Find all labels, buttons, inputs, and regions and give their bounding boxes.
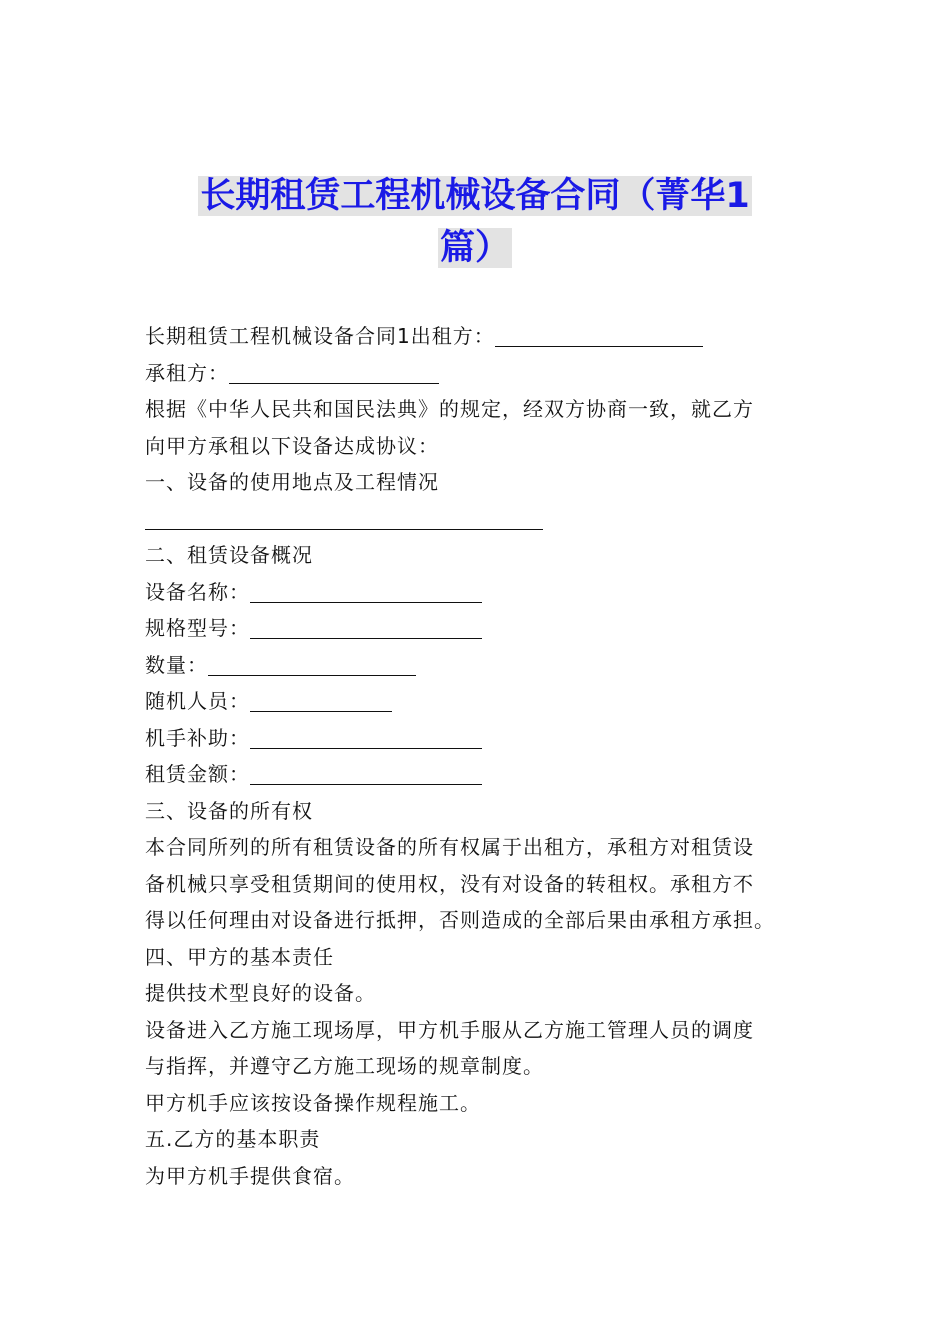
model-line: 规格型号： <box>145 610 815 647</box>
model-blank[interactable] <box>250 618 482 639</box>
paragraph-line: 得以任何理由对设备进行抵押，否则造成的全部后果由承租方承担。 <box>145 908 775 932</box>
operator-allowance-blank[interactable] <box>250 728 482 749</box>
personnel-blank[interactable] <box>250 691 392 712</box>
rental-amount-line: 租赁金额： <box>145 756 815 793</box>
lessor-blank[interactable] <box>495 326 703 347</box>
lessor-line: 长期租赁工程机械设备合同1出租方： <box>145 318 815 355</box>
operator-allowance-line: 机手补助： <box>145 720 815 757</box>
equipment-name-blank[interactable] <box>250 582 482 603</box>
lessee-blank[interactable] <box>229 363 439 384</box>
personnel-line: 随机人员： <box>145 683 815 720</box>
section-heading: 二、租赁设备概况 <box>145 543 313 567</box>
title-line-1: 长期租赁工程机械设备合同（菁华1 <box>200 176 750 216</box>
paragraph-line: 为甲方机手提供食宿。 <box>145 1163 355 1188</box>
paragraph-line: 根据《中华人民共和国民法典》的规定，经双方协商一致，就乙方 <box>145 397 754 421</box>
document-title <box>120 170 830 274</box>
paragraph-line: 提供技术型良好的设备。 <box>145 981 376 1005</box>
paragraph-line: 与指挥，并遵守乙方施工现场的规章制度。 <box>145 1054 544 1078</box>
title-line-2: 篇） <box>439 228 510 268</box>
equipment-name-line: 设备名称： <box>145 574 815 611</box>
paragraph-line: 本合同所列的所有租赁设备的所有权属于出租方，承租方对租赁设 <box>145 835 754 859</box>
site-info-blank[interactable] <box>145 509 543 530</box>
section-heading: 三、设备的所有权 <box>145 798 313 823</box>
rental-amount-blank[interactable] <box>250 764 482 785</box>
section-heading: 四、甲方的基本责任 <box>145 944 334 969</box>
section-heading: 一、设备的使用地点及工程情况 <box>145 470 439 494</box>
quantity-line: 数量： <box>145 647 815 684</box>
paragraph-line: 设备进入乙方施工现场厚，甲方机手服从乙方施工管理人员的调度 <box>145 1017 754 1042</box>
site-info-line <box>145 501 815 538</box>
document-body <box>145 318 815 1194</box>
paragraph-line: 备机械只享受租赁期间的使用权，没有对设备的转租权。承租方不 <box>145 871 754 896</box>
quantity-blank[interactable] <box>208 655 416 676</box>
lessee-line: 承租方： <box>145 355 815 392</box>
section-heading: 五.乙方的基本职责 <box>145 1127 321 1151</box>
paragraph-line: 向甲方承租以下设备达成协议： <box>145 433 439 458</box>
paragraph-line: 甲方机手应该按设备操作规程施工。 <box>145 1090 481 1115</box>
